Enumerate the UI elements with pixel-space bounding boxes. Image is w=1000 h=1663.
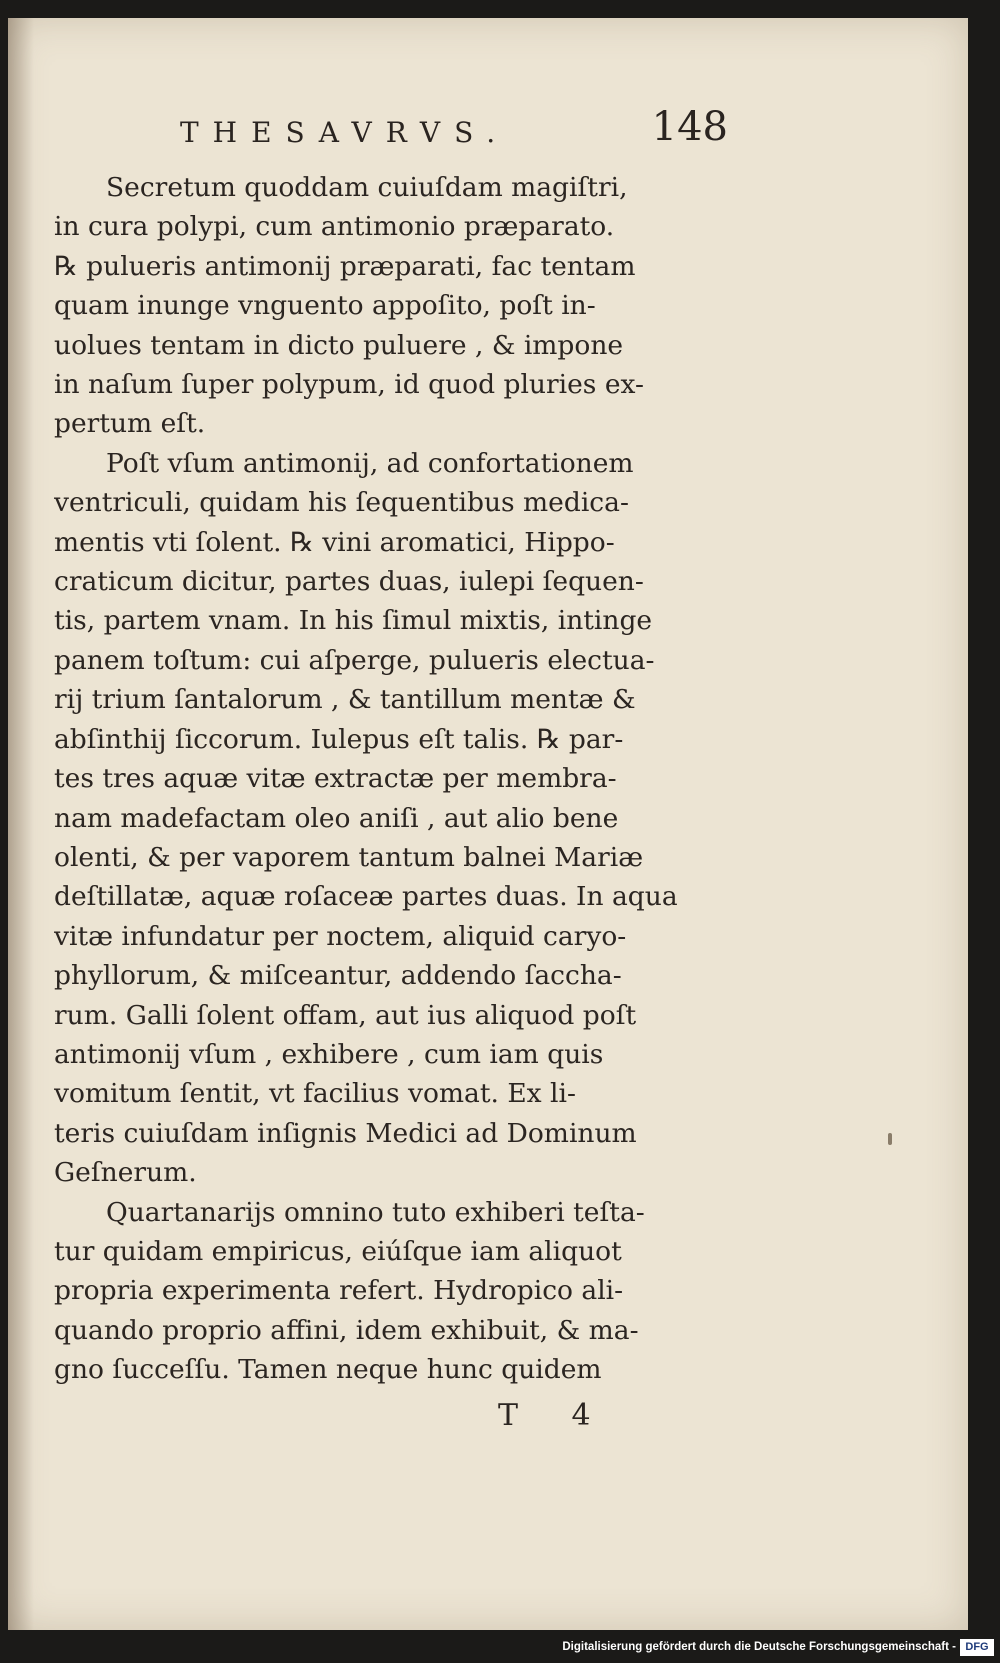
text-line: tur quidam empiricus, eiúſque iam aliquot: [54, 1235, 622, 1267]
running-title: THESAVRVS.: [180, 116, 510, 149]
text-line: quando proprio affini, idem exhibuit, & ma-: [54, 1314, 639, 1346]
text-line: teris cuiuſdam inſignis Medici ad Dominum: [54, 1117, 637, 1149]
text-line: deſtillatæ, aquæ roſaceæ partes duas. In aqua: [54, 881, 678, 913]
text-line: tis, partem vnam. In his ſimul mixtis, intinge: [54, 605, 653, 637]
text-line: nam madefactam oleo aniſi , aut alio bene: [54, 802, 619, 834]
text-line: vomitum ſentit, vt facilius vomat. Ex li-: [54, 1078, 576, 1110]
footer-bar: [0, 1633, 1000, 1663]
text-line: vitæ infundatur per noctem, aliquid caryo-: [54, 920, 627, 952]
text-line: quam inunge vnguento appoſito, poſt in-: [54, 290, 596, 322]
text-line: olenti, & per vaporem tantum balnei Mariæ: [54, 841, 644, 873]
text-line: Secretum quoddam cuiuſdam magiſtri,: [106, 172, 628, 203]
text-line: ventriculi, quidam his ſequentibus medica-: [54, 487, 629, 519]
running-head: [168, 100, 728, 160]
dfg-logo: DFG: [960, 1639, 994, 1656]
text-line: panem toſtum: cui aſperge, pulueris electua-: [54, 644, 655, 676]
text-line: ℞ pulueris antimonij præparati, fac tentam: [54, 250, 636, 282]
text-line: craticum dicitur, partes duas, iulepi ſequen-: [54, 566, 644, 598]
text-line: antimonij vſum , exhibere , cum iam quis: [54, 1038, 604, 1070]
text-line: in cura polypi, cum antimonio præparato.: [54, 211, 615, 243]
body-text: [54, 168, 734, 1390]
book-page: [8, 18, 968, 1630]
text-line: in naſum ſuper polypum, id quod pluries ex-: [54, 369, 644, 401]
text-line: mentis vti ſolent. ℞ vini aromatici, Hippo-: [54, 526, 615, 558]
ink-speck: [888, 1133, 892, 1145]
text-line: gno ſucceſſu. Tamen neque hunc quidem: [54, 1354, 602, 1386]
text-line: rij trium ſantalorum , & tantillum mentæ &: [54, 684, 636, 716]
text-line: phyllorum, & miſceantur, addendo ſaccha-: [54, 960, 622, 992]
text-line: tes tres aquæ vitæ extractæ per membra-: [54, 763, 617, 795]
text-line: propria experimenta refert. Hydropico ali-: [54, 1275, 624, 1307]
page-number: 148: [651, 104, 728, 150]
text-line: uolues tentam in dicto puluere , & impone: [54, 329, 624, 361]
funding-credit: Digitalisierung gefördert durch die Deutsche Forschungsgemeinschaft -: [562, 1641, 956, 1653]
text-line: abſinthij ſiccorum. Iulepus eſt talis. ℞ par-: [54, 723, 624, 755]
text-line: rum. Galli ſolent offam, aut ius aliquod poſt: [54, 999, 637, 1031]
text-line: Poſt vſum antimonij, ad confortationem: [106, 447, 634, 479]
text-line: Geſnerum.: [54, 1157, 197, 1189]
text-line: Quartanarijs omnino tuto exhiberi teſta-: [106, 1196, 645, 1228]
text-line: pertum eſt.: [54, 408, 206, 440]
signature-mark: T 4: [498, 1398, 613, 1433]
